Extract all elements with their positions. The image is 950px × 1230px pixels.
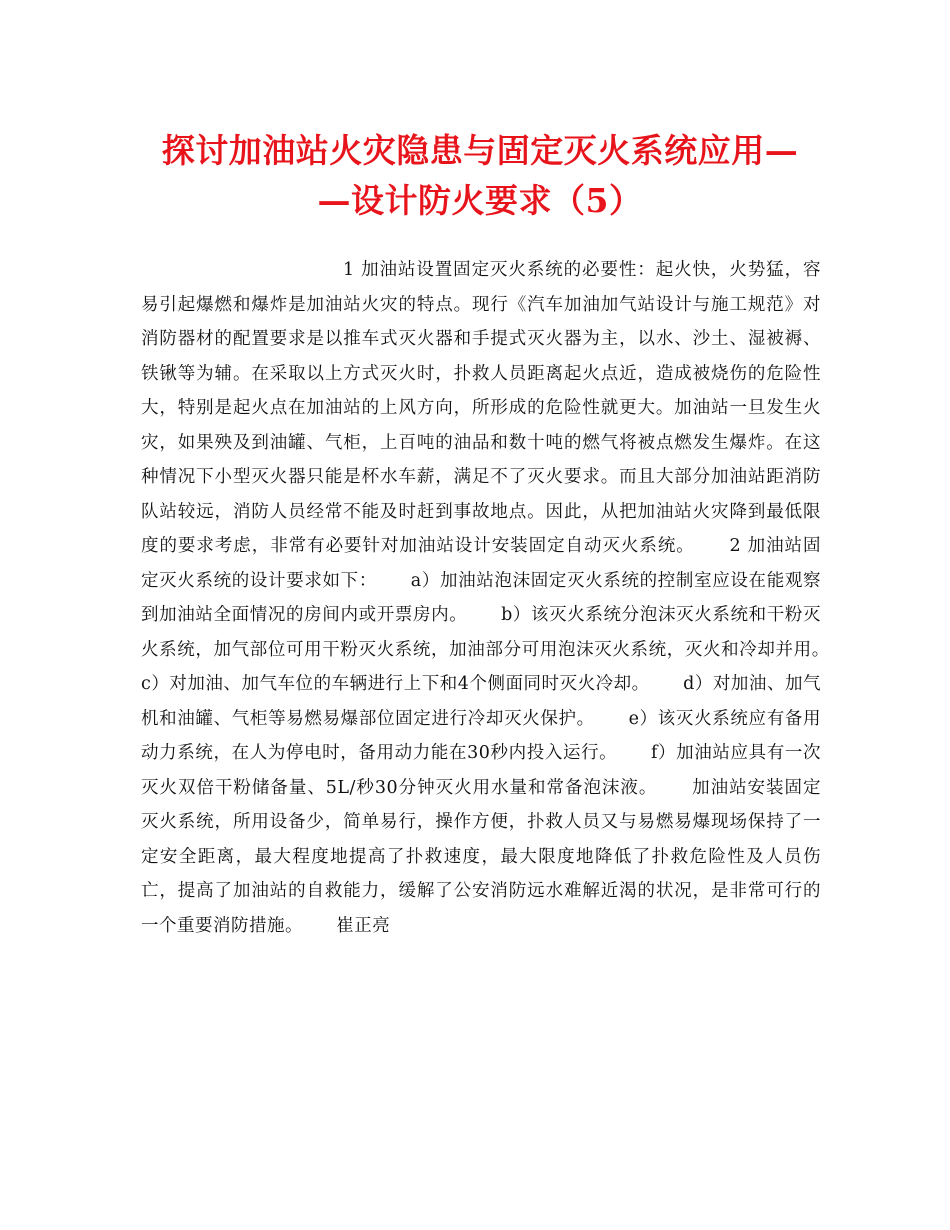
document-body-text: 1 加油站设置固定灭火系统的必要性：起火快，火势猛，容易引起爆燃和爆炸是加油站火灾的特点。现行《汽车加油加气站设计与施工规范》对消防器材的配置要求是以推车式灭火器和手提式灭火器为主，以水、沙土、湿被褥、铁锹等为辅。在采取以上方式灭火时，扑救人员距离起火点近，造成被烧伤的危险性大，特别是起火点在加油站的上风方向，所形成的危险性就更大。加油站一旦发生火灾，如果殃及到油罐、气柜，上百吨的油品和数十吨的燃气将被点燃发生爆炸。在这种情况下小型灭火器只能是杯水车薪，满足不了灭火要求。而且大部分加油站距消防队站较远，消防人员经常不能及时赶到事故地点。因此，从把加油站火灾降到最低限度的要求考虑，非常有必要针对加油站设计安装固定自动灭火系统。 2 加油站固定灭火系统的设计要求如下： a）加油站泡沫固定灭火系统的控制室应设在能观察到加油站全面情况的房间内或开票房内。 b）该灭火系统分泡沫灭火系统和干粉灭火系统，加气部位可用干粉灭火系统，加油部分可用泡沫灭火系统，灭火和冷却并用。 c）对加油、加气车位的车辆进行上下和4个侧面同时灭火冷却。 d）对加油、加气机和油罐、气柜等易燃易爆部位固定进行冷却灭火保护。 e）该灭火系统应有备用动力系统，在人为停电时，备用动力能在30秒内投入运行。 f）加油站应具有一次灭火双倍干粉储备量、5L/秒30分钟灭火用水量和常备泡沫液。 加油站安装固定灭火系统，所用设备少，简单易行，操作方便，扑救人员又与易燃易爆现场保持了一定安全距离，最大程度地提高了扑救速度，最大限度地降低了扑救危险性及人员伤亡，提高了加油站的自救能力，缓解了公安消防远水难解近渴的状况，是非常可行的一个重要消防措施。 崔正亮	[141, 260, 864, 936]
document-title	[140, 126, 820, 226]
document-body	[141, 253, 864, 943]
document-title-line-1: 探讨加油站火灾隐患与固定灭火系统应用—	[161, 131, 799, 170]
document-title-line-2: —设计防火要求（5）	[317, 181, 643, 220]
